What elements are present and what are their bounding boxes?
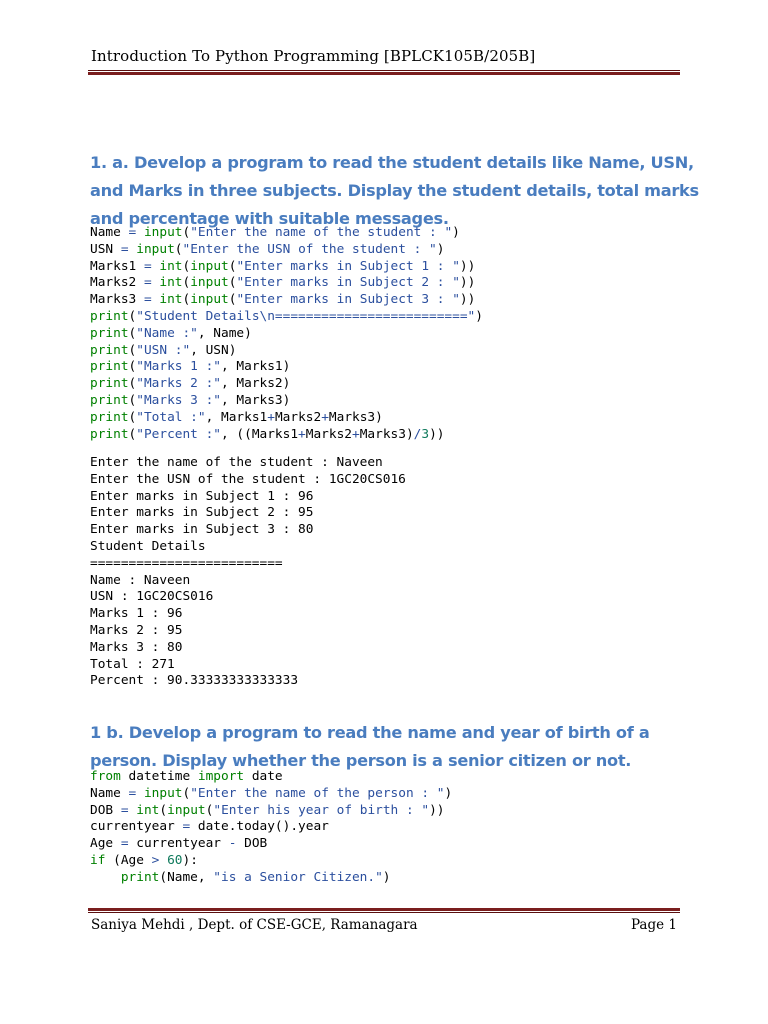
output-line: Enter marks in Subject 3 : 80 — [90, 522, 314, 538]
code-line: DOB = int(input("Enter his year of birth : ")) — [90, 802, 445, 818]
code-line: Marks2 = int(input("Enter marks in Subject 2 : ")) — [90, 275, 476, 291]
code-line: print("USN :", USN) — [90, 342, 237, 358]
section-1a-output — [90, 455, 406, 690]
output-line: Enter marks in Subject 2 : 95 — [90, 505, 314, 521]
code-line: Marks3 = int(input("Enter marks in Subject 3 : ")) — [90, 292, 476, 308]
output-line: ========================= — [90, 555, 283, 571]
output-line: Enter marks in Subject 1 : 96 — [90, 488, 314, 504]
code-line: print("Marks 2 :", Marks2) — [90, 376, 291, 392]
output-line: Enter the USN of the student : 1GC20CS016 — [90, 471, 406, 487]
code-line: currentyear = date.today().year — [90, 819, 329, 835]
output-line: USN : 1GC20CS016 — [90, 589, 214, 605]
code-line: print("Total :", Marks1+Marks2+Marks3) — [90, 409, 383, 425]
heading-line: and Marks in three subjects. Display the student details, total marks — [90, 181, 699, 200]
code-line: Marks1 = int(input("Enter marks in Subject 1 : ")) — [90, 258, 476, 274]
output-line: Name : Naveen — [90, 572, 191, 588]
output-line: Student Details — [90, 538, 206, 554]
footer-author: Saniya Mehdi , Dept. of CSE-GCE, Ramanagara — [91, 917, 418, 933]
heading-line: and percentage with suitable messages. — [90, 209, 449, 228]
code-line: Name = input("Enter the name of the student : ") — [90, 225, 460, 240]
code-line: from datetime import date — [90, 769, 283, 784]
code-line: print("Marks 1 :", Marks1) — [90, 359, 291, 375]
output-line: Marks 1 : 96 — [90, 606, 183, 622]
code-line: print("Marks 3 :", Marks3) — [90, 392, 291, 408]
code-line: print(Name, "is a Senior Citizen.") — [120, 869, 391, 885]
heading-line: 1. a. Develop a program to read the student details like Name, USN, — [90, 153, 694, 172]
code-line: Name = input("Enter the name of the person : ") — [90, 785, 453, 801]
output-line: Enter the name of the student : Naveen — [90, 455, 383, 470]
section-1b-code — [90, 769, 452, 887]
header-rule-thick — [88, 72, 680, 75]
footer-rule-thin — [88, 912, 680, 913]
code-line: print("Name :", Name) — [90, 325, 252, 341]
code-line: USN = input("Enter the USN of the student : ") — [90, 241, 445, 257]
code-line: print("Percent :", ((Marks1+Marks2+Marks3)/3)) — [90, 426, 445, 442]
code-line: print("Student Details\n=========================") — [90, 308, 483, 324]
section-1a-heading — [90, 149, 699, 233]
footer-rule-thick — [88, 908, 680, 911]
code-line: if (Age > 60): — [90, 852, 198, 868]
output-line: Percent : 90.33333333333333 — [90, 673, 299, 689]
section-1a-code — [90, 225, 483, 443]
heading-line: 1 b. Develop a program to read the name and year of birth of a — [90, 723, 650, 742]
heading-line: person. Display whether the person is a senior citizen or not. — [90, 751, 632, 770]
header-rule-thin — [88, 70, 680, 71]
output-line: Marks 3 : 80 — [90, 639, 183, 655]
header-title: Introduction To Python Programming [BPLCK105B/205B] — [91, 47, 536, 65]
output-line: Marks 2 : 95 — [90, 622, 183, 638]
output-line: Total : 271 — [90, 656, 175, 672]
code-line: Age = currentyear - DOB — [90, 836, 268, 852]
footer-page-number: Page 1 — [630, 917, 677, 933]
section-1b-heading — [90, 719, 649, 775]
